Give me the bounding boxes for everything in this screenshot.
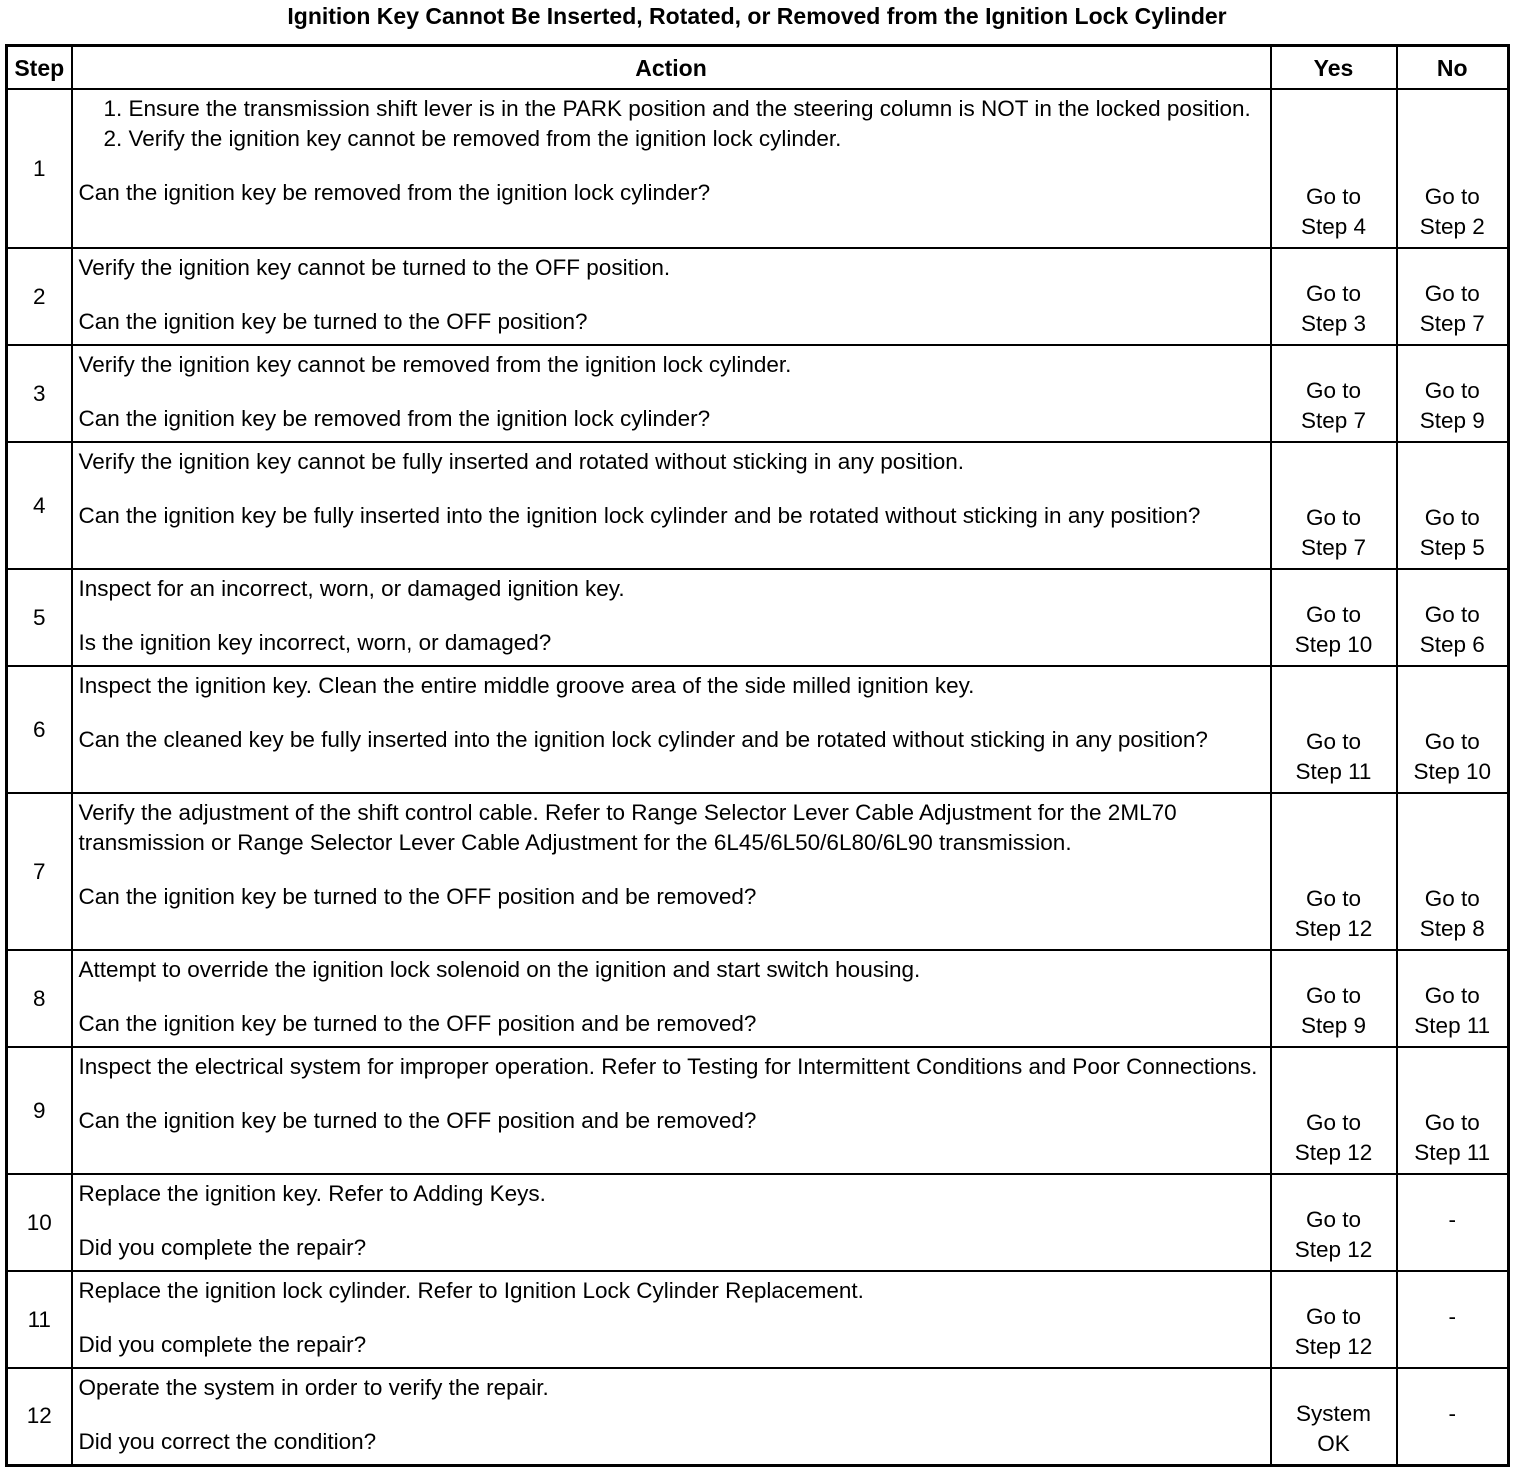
action-cell	[72, 950, 1271, 1047]
step-number: 6	[7, 666, 72, 793]
step-number: 9	[7, 1047, 72, 1174]
action-instruction: Verify the ignition key cannot be turned to the OFF position.	[78, 255, 671, 280]
yes-cell	[1271, 442, 1397, 569]
no-cell	[1397, 1368, 1509, 1465]
no-cell	[1397, 248, 1509, 345]
yes-cell	[1271, 569, 1397, 666]
yes-cell	[1271, 1047, 1397, 1174]
action-instruction: Verify the ignition key cannot be removed from the ignition lock cylinder.	[78, 352, 792, 377]
action-cell	[72, 1174, 1271, 1271]
no-cell	[1397, 950, 1509, 1047]
yes-cell	[1271, 1271, 1397, 1368]
action-instruction: Attempt to override the ignition lock solenoid on the ignition and start switch housing.	[78, 957, 921, 982]
no-outcome: Go to Step 7	[1419, 281, 1485, 336]
step-number: 10	[7, 1174, 72, 1271]
no-cell	[1397, 1047, 1509, 1174]
yes-outcome: Go to Step 4	[1300, 184, 1367, 239]
header-action: Action	[72, 46, 1271, 90]
no-cell	[1397, 345, 1509, 442]
action-question: Can the ignition key be removed from the ignition lock cylinder?	[78, 180, 711, 205]
list-item: 2. Verify the ignition key cannot be removed from the ignition lock cylinder.	[129, 124, 1264, 154]
no-cell	[1397, 89, 1509, 248]
diagnostic-table	[5, 44, 1510, 1467]
yes-outcome: Go to Step 12	[1294, 1110, 1373, 1165]
yes-cell	[1271, 1368, 1397, 1465]
action-cell	[72, 442, 1271, 569]
step-number: 4	[7, 442, 72, 569]
action-instruction: Inspect the ignition key. Clean the entire middle groove area of the side milled ignition key.	[78, 673, 975, 698]
table-row	[7, 345, 1509, 442]
table-row	[7, 569, 1509, 666]
no-outcome: -	[1448, 1207, 1456, 1232]
action-instruction: Inspect for an incorrect, worn, or damaged ignition key.	[78, 576, 625, 601]
no-outcome: -	[1448, 1400, 1456, 1426]
yes-outcome: Go to Step 3	[1300, 281, 1367, 336]
no-outcome: -	[1448, 1304, 1456, 1329]
no-outcome: Go to Step 11	[1414, 1110, 1491, 1165]
action-question: Did you complete the repair?	[78, 1235, 367, 1260]
action-cell	[72, 1047, 1271, 1174]
no-outcome: Go to Step 10	[1413, 729, 1492, 784]
action-question: Did you correct the condition?	[78, 1429, 377, 1454]
yes-outcome: Go to Step 12	[1294, 886, 1373, 941]
no-cell	[1397, 1271, 1509, 1368]
table-row	[7, 442, 1509, 569]
action-question: Can the ignition key be turned to the OFF position?	[78, 309, 588, 334]
step-number: 11	[7, 1271, 72, 1368]
action-question: Can the ignition key be turned to the OFF position and be removed?	[78, 1108, 757, 1133]
action-cell	[72, 1271, 1271, 1368]
table-row	[7, 89, 1509, 248]
yes-cell	[1271, 89, 1397, 248]
yes-cell	[1271, 950, 1397, 1047]
yes-cell	[1271, 666, 1397, 793]
no-outcome: Go to Step 8	[1419, 886, 1485, 941]
step-number: 1	[7, 89, 72, 248]
action-question: Can the ignition key be removed from the ignition lock cylinder?	[78, 406, 711, 431]
action-question: Did you complete the repair?	[78, 1332, 367, 1357]
header-no: No	[1397, 46, 1509, 90]
header-yes: Yes	[1271, 46, 1397, 90]
table-row	[7, 950, 1509, 1047]
no-cell	[1397, 666, 1509, 793]
yes-outcome: Go to Step 12	[1294, 1304, 1373, 1359]
page-title: Ignition Key Cannot Be Inserted, Rotated, or Removed from the Ignition Lock Cylinder	[287, 3, 1227, 29]
action-cell	[72, 248, 1271, 345]
no-outcome: Go to Step 2	[1419, 184, 1485, 239]
header-row	[7, 46, 1509, 90]
yes-cell	[1271, 345, 1397, 442]
action-instruction: Replace the ignition lock cylinder. Refer to Ignition Lock Cylinder Replacement.	[78, 1278, 864, 1303]
step-number: 5	[7, 569, 72, 666]
yes-outcome: Go to Step 7	[1300, 378, 1367, 433]
step-number: 7	[7, 793, 72, 950]
yes-outcome: Go to Step 10	[1294, 602, 1373, 657]
action-question: Can the cleaned key be fully inserted into the ignition lock cylinder and be rotated without sticking in any position?	[78, 727, 1208, 752]
action-cell	[72, 345, 1271, 442]
yes-outcome: Go to Step 11	[1295, 729, 1372, 784]
yes-cell	[1271, 793, 1397, 950]
action-list	[79, 94, 1264, 154]
action-instruction: Inspect the electrical system for improper operation. Refer to Testing for Intermittent Conditions and Poor Connections.	[78, 1054, 1258, 1079]
action-cell	[72, 1368, 1271, 1465]
action-cell	[72, 666, 1271, 793]
step-number: 12	[7, 1368, 72, 1465]
yes-cell	[1271, 1174, 1397, 1271]
action-instruction: Verify the adjustment of the shift control cable. Refer to Range Selector Lever Cable Adjustment for the 2ML70 transmission or Range Selector Lever Cable Adjustment for the 6L45/6L50/6L80/6L90 transmission.	[78, 800, 1177, 855]
no-cell	[1397, 1174, 1509, 1271]
table-row	[7, 1047, 1509, 1174]
no-outcome: Go to Step 5	[1419, 505, 1485, 560]
action-cell	[72, 793, 1271, 950]
action-instruction: Replace the ignition key. Refer to Adding Keys.	[78, 1181, 546, 1206]
action-cell	[72, 89, 1271, 248]
action-question: Is the ignition key incorrect, worn, or damaged?	[78, 630, 552, 655]
table-row	[7, 793, 1509, 950]
no-outcome: Go to Step 11	[1414, 983, 1491, 1038]
yes-outcome: Go to Step 9	[1300, 983, 1367, 1038]
yes-outcome: Go to Step 7	[1300, 505, 1367, 560]
no-outcome: Go to Step 9	[1419, 378, 1485, 433]
table-row	[7, 1368, 1509, 1465]
action-question: Can the ignition key be fully inserted into the ignition lock cylinder and be rotated without sticking in any position?	[78, 503, 1201, 528]
no-cell	[1397, 569, 1509, 666]
yes-outcome: System OK	[1295, 1400, 1371, 1456]
yes-cell	[1271, 248, 1397, 345]
table-row	[7, 666, 1509, 793]
step-number: 2	[7, 248, 72, 345]
action-question: Can the ignition key be turned to the OFF position and be removed?	[78, 884, 757, 909]
step-number: 8	[7, 950, 72, 1047]
list-item: 1. Ensure the transmission shift lever is in the PARK position and the steering column is NOT in the locked position.	[129, 94, 1264, 124]
table-row	[7, 248, 1509, 345]
action-instruction: Operate the system in order to verify the repair.	[78, 1375, 549, 1400]
no-cell	[1397, 442, 1509, 569]
action-question: Can the ignition key be turned to the OFF position and be removed?	[78, 1011, 757, 1036]
no-outcome: Go to Step 6	[1419, 602, 1485, 657]
yes-outcome: Go to Step 12	[1294, 1207, 1373, 1262]
step-number: 3	[7, 345, 72, 442]
no-cell	[1397, 793, 1509, 950]
header-step: Step	[7, 46, 72, 90]
action-instruction: Verify the ignition key cannot be fully inserted and rotated without sticking in any position.	[78, 449, 965, 474]
action-cell	[72, 569, 1271, 666]
table-row	[7, 1174, 1509, 1271]
table-row	[7, 1271, 1509, 1368]
